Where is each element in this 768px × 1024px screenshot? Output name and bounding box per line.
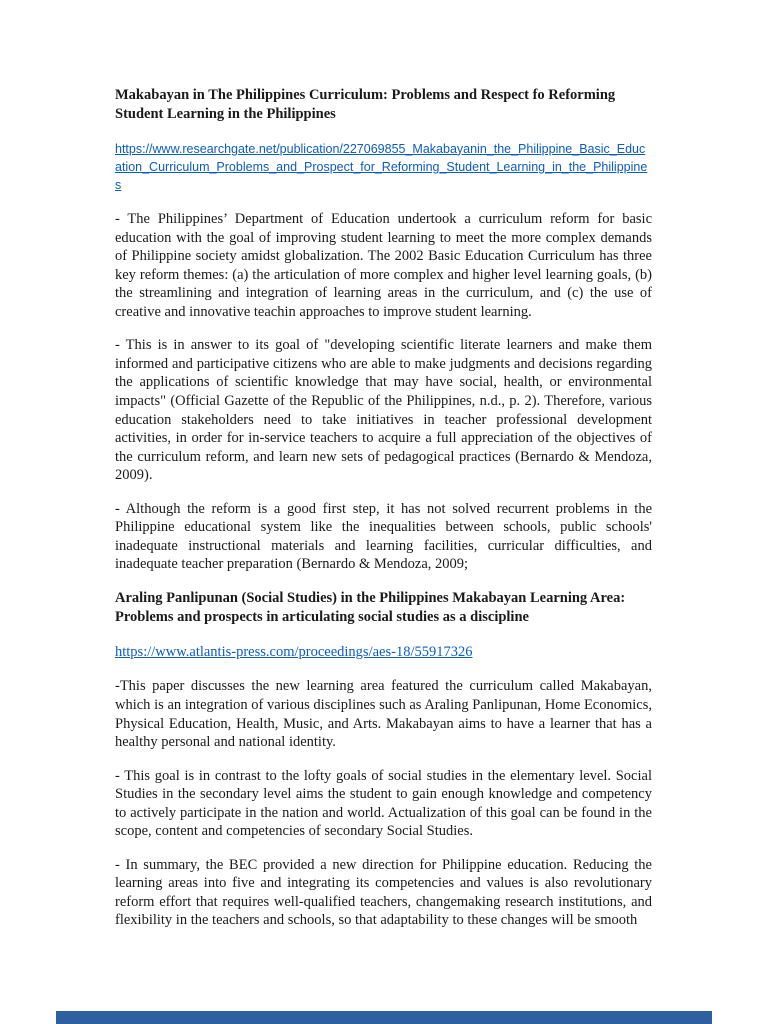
- document-content: [115, 86, 652, 945]
- section-heading-line-2: Problems and prospects in articulating social studies as a discipline: [115, 608, 529, 625]
- next-page-top-bar: [56, 1011, 712, 1024]
- atlantis-press-link[interactable]: https://www.atlantis-press.com/proceedings/aes-18/55917326: [115, 643, 473, 660]
- researchgate-link[interactable]: https://www.researchgate.net/publication/227069855_Makabayanin_the_Philippine_Basic_Education_Curriculum_Problems_and_Prospect_for_Reforming_Student_Learning_in_the_Philippines: [115, 141, 648, 192]
- section-heading-araling-panlipunan: [115, 589, 652, 627]
- document-title: Makabayan in The Philippines Curriculum: Problems and Respect fo Reforming Student Learning in the Philippines: [115, 87, 616, 122]
- paragraph-social-studies-goals: - This goal is in contrast to the lofty goals of social studies in the elementary level. Social Studies in the secondary level aims the student to gain enough knowledge and competency to actively participate in the nation and world. Actualization of this goal can be found in the scope, content and competencies of secondary Social Studies.: [115, 767, 652, 840]
- paragraph-curriculum-reform: - The Philippines’ Department of Education undertook a curriculum reform for basic education with the goal of improving student learning to meet the more complex demands of Philippine society amidst globalization. The 2002 Basic Education Curriculum has three key reform themes: (a) the articulation of more complex and higher level learning goals, (b) the streamlining and integration of learning areas in the curriculum, and (c) the use of creative and innovative teachin approaches to improve student learning.: [115, 211, 652, 320]
- section-heading-line-1: Araling Panlipunan (Social Studies) in the Philippines Makabayan Learning Area:: [115, 589, 626, 606]
- paragraph-recurrent-problems: - Although the reform is a good first step, it has not solved recurrent problems in the Philippine educational system like the inequalities between schools, public schools' inadequate instructional materials and learning facilities, curricular difficulties, and inadequate teacher preparation (Bernardo & Mendoza, 2009;: [115, 500, 652, 573]
- paragraph-makabayan-learning-area: -This paper discusses the new learning area featured the curriculum called Makabayan, which is an integration of various disciplines such as Araling Panlipunan, Home Economics, Physical Education, Health, Music, and Arts. Makabayan aims to have a learner that has a healthy personal and national identity.: [115, 678, 652, 751]
- paragraph-scientific-literate: - This is in answer to its goal of "developing scientific literate learners and make them informed and participative citizens who are able to make judgments and decisions regarding the applications of scientific knowledge that may have social, health, or environmental impacts" (Official Gazette of the Republic of the Philippines, n.d., p. 2). Therefore, various education stakeholders need to take initiatives in teacher professional development activities, in order for in-service teachers to acquire a full appreciation of the objectives of the curriculum reform, and learn new sets of pedagogical practices (Bernardo & Mendoza, 2009).: [115, 337, 652, 484]
- paragraph-bec-summary: - In summary, the BEC provided a new direction for Philippine education. Reducing the learning areas into five and integrating its competencies and values is also revolutionary reform effort that requires well-qualified teachers, changemaking research institutions, and flexibility in the teachers and schools, so that adaptability to these changes will be smooth: [115, 856, 652, 929]
